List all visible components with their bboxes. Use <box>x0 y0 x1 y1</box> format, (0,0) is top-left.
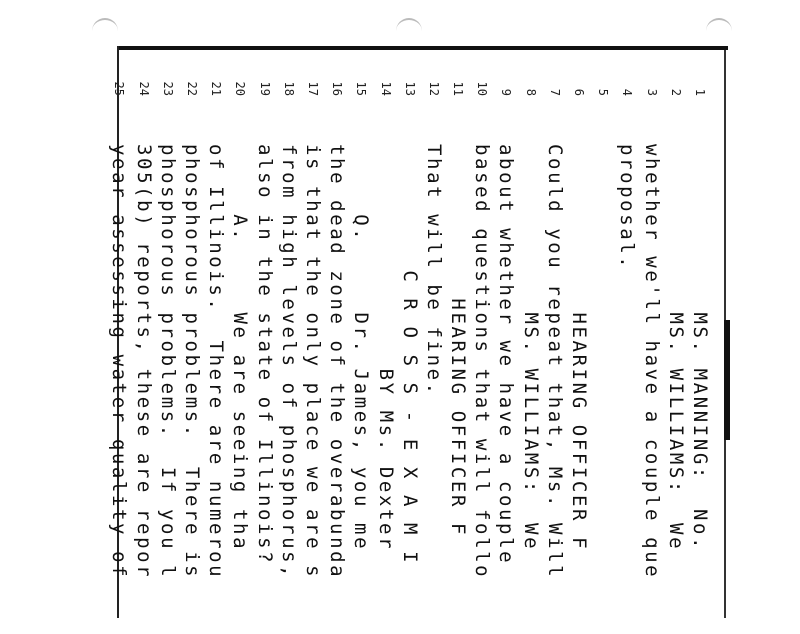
line-text: BY Ms. Dexter <box>374 144 397 552</box>
line-text: from high levels of phosphorus, <box>277 144 300 580</box>
transcript-line <box>567 74 591 634</box>
line-text: HEARING OFFICER F <box>447 144 470 538</box>
page-edge-mark <box>724 320 730 440</box>
transcript-line <box>349 74 373 634</box>
line-text: about whether we have a couple <box>495 144 518 566</box>
line-number: 20 <box>233 81 248 96</box>
transcript-line <box>664 74 688 634</box>
line-text: phosphorous problems. If you l <box>156 144 179 580</box>
transcript-line <box>470 74 494 634</box>
line-text: phosphorous problems. There is <box>181 144 204 580</box>
line-number: 2 <box>668 88 683 96</box>
line-text: proposal. <box>616 144 639 271</box>
transcript-line <box>107 74 131 634</box>
line-text: the dead zone of the overabunda <box>326 144 349 580</box>
line-text: MS. WILLIAMS: We <box>519 144 542 552</box>
line-number: 16 <box>330 81 345 96</box>
transcript-line <box>543 74 567 634</box>
transcript-line <box>688 74 712 634</box>
transcript-line <box>519 74 543 634</box>
transcript-page <box>108 74 712 634</box>
line-number: 12 <box>426 81 441 96</box>
line-text: MS. WILLIAMS: We <box>664 144 687 552</box>
transcript-line <box>180 74 204 634</box>
page-border-top <box>117 46 728 50</box>
line-number: 1 <box>693 88 707 96</box>
line-number: 13 <box>402 81 417 96</box>
line-text: Q. Dr. James, you me <box>350 144 373 552</box>
transcript-line <box>446 74 470 634</box>
line-text: year assessing water quality of <box>108 144 131 580</box>
line-number: 4 <box>620 88 635 96</box>
line-number: 22 <box>185 81 200 96</box>
line-text: also in the state of Illinois? <box>253 144 276 566</box>
transcript-line <box>398 74 422 634</box>
line-number: 25 <box>112 81 127 96</box>
line-number: 19 <box>257 81 272 96</box>
transcript-line <box>639 74 663 634</box>
punch-hole-center <box>396 18 422 34</box>
line-number: 9 <box>499 88 514 96</box>
transcript-line <box>494 74 518 634</box>
line-number: 14 <box>378 81 393 96</box>
transcript-line <box>204 74 228 634</box>
transcript-line <box>422 74 446 634</box>
line-number: 21 <box>209 81 224 96</box>
transcript-line <box>132 74 156 634</box>
line-number: 18 <box>281 81 296 96</box>
line-number: 3 <box>644 88 659 96</box>
line-number: 11 <box>451 81 466 96</box>
line-text: whether we'll have a couple que <box>640 144 663 580</box>
line-number: 17 <box>306 81 320 96</box>
line-number: 24 <box>136 81 151 96</box>
line-text: That will be fine. <box>422 144 445 397</box>
transcript-line <box>277 74 301 634</box>
transcript-line <box>301 74 325 634</box>
line-number: 6 <box>572 88 587 96</box>
line-number: 7 <box>547 88 562 96</box>
punch-hole-left <box>92 18 118 34</box>
line-text: C R O S S - E X A M I <box>398 144 421 566</box>
transcript-line <box>252 74 276 634</box>
line-number: 5 <box>596 88 611 96</box>
transcript-line <box>228 74 252 634</box>
line-number: 8 <box>523 88 538 96</box>
transcript-line <box>615 74 639 634</box>
line-text: A. We are seeing tha <box>229 144 252 552</box>
line-text: based questions that will follo <box>471 144 494 580</box>
line-text: is that the only place we are s <box>302 144 324 580</box>
line-number: 15 <box>354 81 369 96</box>
line-text: HEARING OFFICER F <box>568 144 591 552</box>
line-number: 10 <box>475 81 490 96</box>
line-text: MS. MANNING: No. <box>689 144 711 552</box>
punch-hole-right <box>706 18 732 34</box>
line-number: 23 <box>160 81 175 96</box>
line-text: 305(b) reports, these are repor <box>132 144 155 580</box>
line-text: of Illinois. There are numerou <box>205 144 228 580</box>
transcript-line <box>373 74 397 634</box>
transcript-line <box>156 74 180 634</box>
transcript-line <box>591 74 615 634</box>
transcript-line <box>325 74 349 634</box>
line-text: Could you repeat that, Ms. Will <box>543 144 566 580</box>
